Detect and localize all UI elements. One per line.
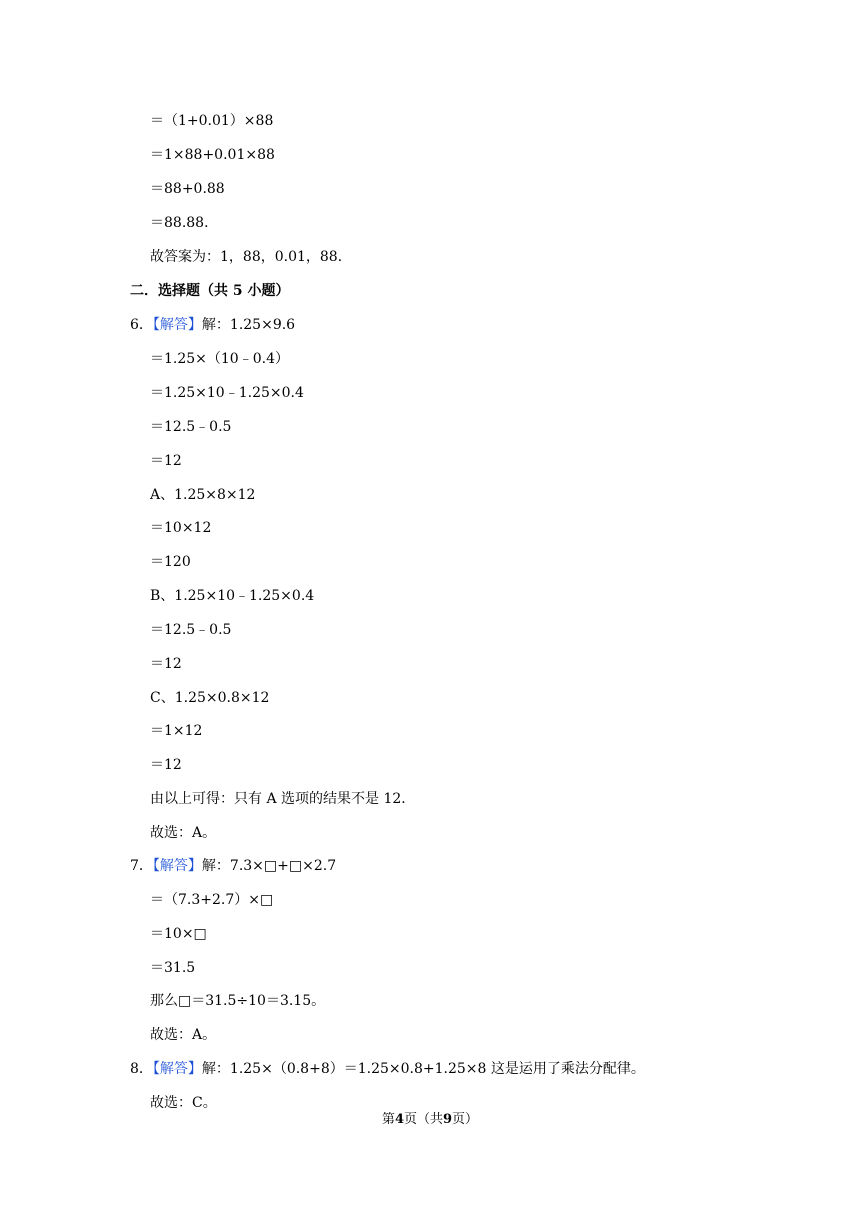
option-line: C、1.25×0.8×12 — [150, 690, 270, 706]
question-text: 解：1.25×9.6 — [201, 317, 296, 333]
question-7-header — [130, 857, 336, 875]
calc-line: ＝12.5﹣0.5 — [150, 419, 232, 435]
calc-line: ＝120 — [150, 554, 191, 570]
calc-line: ＝31.5 — [150, 960, 196, 976]
option-line: B、1.25×10﹣1.25×0.4 — [150, 588, 315, 604]
calc-line: ＝（1+0.01）×88 — [150, 113, 274, 129]
answer-line: 故答案为：1，88，0.01，88． — [150, 249, 352, 265]
calc-line: ＝1×88+0.01×88 — [150, 147, 275, 163]
calc-line: ＝10×12 — [150, 520, 212, 536]
calc-line: ＝1×12 — [150, 723, 203, 739]
total-pages-number: 9 — [443, 1112, 453, 1127]
question-8-header — [130, 1060, 645, 1078]
calc-line: ＝1.25×（10﹣0.4） — [150, 351, 289, 367]
question-6-header — [130, 316, 295, 334]
question-number: 7． — [130, 858, 153, 874]
calc-line: ＝12 — [150, 453, 182, 469]
question-number: 8． — [130, 1061, 153, 1077]
page-footer — [0, 1112, 860, 1128]
calc-line: ＝1.25×10﹣1.25×0.4 — [150, 385, 304, 401]
footer-mid: 页（共 — [403, 1112, 443, 1127]
footer-suffix: 页） — [452, 1112, 479, 1127]
answer-tag: 【解答】 — [152, 317, 202, 333]
question-number: 6． — [130, 317, 153, 333]
current-page-number: 4 — [394, 1112, 404, 1127]
calc-line: ＝12 — [150, 656, 182, 672]
conclusion-line: 由以上可得：只有 A 选项的结果不是 12． — [150, 791, 416, 807]
calc-line: ＝88+0.88 — [150, 181, 225, 197]
answer-tag: 【解答】 — [152, 858, 202, 874]
calc-line: ＝10×□ — [150, 926, 207, 942]
footer-prefix: 第 — [381, 1112, 395, 1127]
calc-line: ＝（7.3+2.7）×□ — [150, 892, 274, 908]
answer-line: 故选：C。 — [150, 1095, 217, 1111]
section-heading: 二．选择题（共 5 小题） — [130, 283, 290, 299]
calc-line: ＝88.88． — [150, 215, 219, 231]
conclusion-line: 那么□＝31.5÷10＝3.15。 — [150, 993, 326, 1009]
answer-line: 故选：A。 — [150, 1027, 217, 1043]
option-line: A、1.25×8×12 — [150, 487, 256, 503]
answer-line: 故选：A。 — [150, 825, 217, 841]
question-text: 解：1.25×（0.8+8）＝1.25×0.8+1.25×8 这是运用了乘法分配律。 — [201, 1061, 645, 1077]
answer-tag: 【解答】 — [152, 1061, 202, 1077]
calc-line: ＝12 — [150, 757, 182, 773]
question-text: 解：7.3×□+□×2.7 — [201, 858, 337, 874]
calc-line: ＝12.5﹣0.5 — [150, 622, 232, 638]
